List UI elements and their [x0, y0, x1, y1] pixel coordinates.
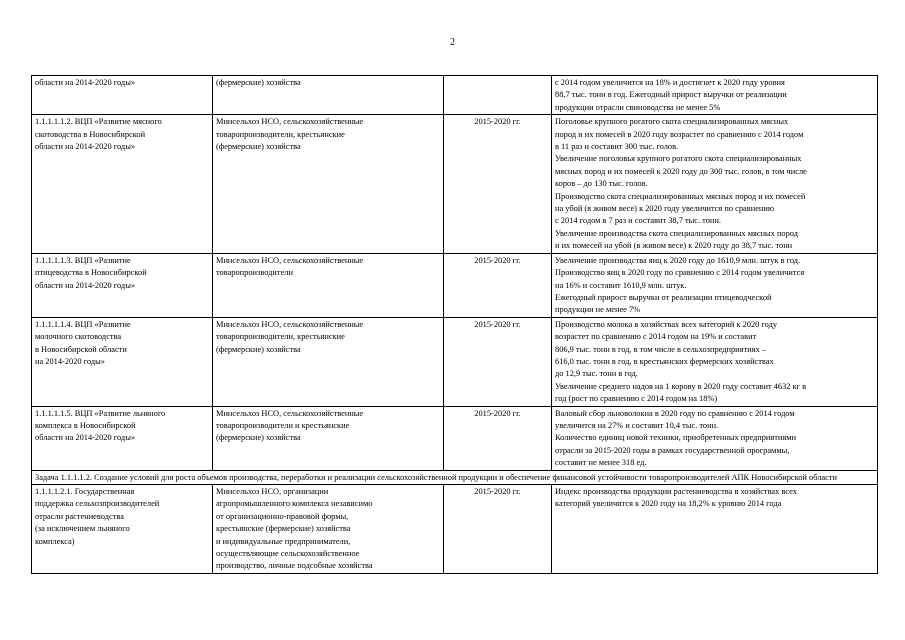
- program-cell: [32, 115, 213, 253]
- executor-cell: [213, 115, 444, 253]
- results-line: с 2014 годом увеличится на 18% и достигнет к 2020 году уровня: [555, 78, 785, 87]
- program-line: комплекса в Новосибирской: [35, 420, 136, 430]
- results-line: категорий увеличится к 2020 году на 18,2% к уровню 2014 года: [555, 499, 782, 509]
- program-line: поддержка сельхозпроизводителей: [35, 499, 160, 509]
- table-row: [32, 485, 878, 574]
- task-row: [32, 470, 878, 484]
- results-line: Валовый сбор льноволокна в 2020 году по сравнению с 2014 годом: [555, 408, 795, 418]
- results-line: Производство скота специализированных мясных пород и их помесей: [555, 191, 806, 201]
- results-line: Индекс производства продукции растениеводства в хозяйствах всех: [555, 487, 797, 496]
- executor-line: крестьянские (фермерские) хозяйства: [216, 524, 351, 534]
- results-line: отрасли за 2015-2020 годы в рамках государственной программы,: [555, 445, 790, 455]
- executor-line: Минсельхоз НСО, сельскохозяйственные: [216, 319, 364, 329]
- task-text: Задача 1.1.1.1.2. Создание условий для роста объемов производства, переработки и реализации сельскохозяйственной продукции и обеспечение финансовой устойчивости товаропроизводителей АПК Новосибирской области: [35, 472, 838, 482]
- period-cell: 2015-2020 гг.: [444, 317, 552, 406]
- table-row: [32, 406, 878, 470]
- executor-line: от организационно-правовой формы,: [216, 511, 349, 521]
- executor-cell: [213, 317, 444, 406]
- results-line: возрастет по сравнению с 2014 годом на 19% и составит: [555, 332, 757, 342]
- program-line: на 2014-2020 годы»: [35, 356, 105, 366]
- results-line: мясных пород и их помесей к 2020 году до 300 тыс. голов, в том числе: [555, 166, 807, 176]
- results-line: Увеличение производства яиц к 2020 году до 1610,9 млн. штук в год.: [555, 255, 801, 265]
- program-cell: [32, 253, 213, 317]
- results-line: и их помесей на убой (в живом весе) к 2020 году до 38,7 тыс. тонн: [555, 241, 793, 251]
- results-cell: [552, 115, 878, 253]
- table-row: [32, 317, 878, 406]
- executor-line: производство, личные подсобные хозяйства: [216, 561, 373, 571]
- program-line: 1.1.1.1.1.3. ВЦП «Развитие: [35, 255, 131, 265]
- executor-line: осуществляющие сельскохозяйственное: [216, 549, 360, 559]
- program-cell: [32, 76, 213, 115]
- results-cell: [552, 485, 878, 574]
- results-line: Производство молока в хозяйствах всех категорий к 2020 году: [555, 319, 778, 329]
- results-line: год (рост по сравнению с 2014 годом на 18%): [555, 394, 718, 404]
- task-heading: [32, 470, 878, 484]
- results-cell: [552, 76, 878, 115]
- program-line: области на 2014-2020 годы»: [35, 78, 136, 87]
- results-line: коров – до 130 тыс. голов.: [555, 179, 648, 189]
- program-line: 1.1.1.1.1.2. ВЦП «Развитие мясного: [35, 117, 162, 127]
- results-line: 806,9 тыс. тонн в год, в том числе в сельхозпредприятиях –: [555, 344, 766, 354]
- results-line: продукции не менее 7%: [555, 305, 641, 315]
- program-line: 1.1.1.1.1.5. ВЦП «Развитие льняного: [35, 408, 166, 418]
- executor-line: товаропроизводители: [216, 268, 293, 278]
- period-cell: [444, 76, 552, 115]
- executor-line: и индивидуальные предприниматели,: [216, 536, 351, 546]
- program-line: области на 2014-2020 годы»: [35, 280, 136, 290]
- results-line: Количество единиц новой техники, приобретенных предприятиями: [555, 433, 797, 443]
- results-line: продукции отрасли свиноводства не менее 5%: [555, 102, 721, 112]
- program-line: молочного скотоводства: [35, 332, 122, 342]
- program-line: птицеводства в Новосибирской: [35, 268, 147, 278]
- period-cell: 2015-2020 гг.: [444, 115, 552, 253]
- results-line: Увеличение производства скота специализированных мясных пород: [555, 228, 799, 238]
- period-cell: 2015-2020 гг.: [444, 253, 552, 317]
- executor-line: Минсельхоз НСО, сельскохозяйственные: [216, 408, 364, 418]
- results-line: в 11 раз и составит 300 тыс. голов.: [555, 142, 679, 152]
- executor-line: (фермерские) хозяйства: [216, 142, 301, 152]
- program-cell: [32, 317, 213, 406]
- period-cell: 2015-2020 гг.: [444, 406, 552, 470]
- program-line: (за исключением льняного: [35, 524, 130, 534]
- results-line: Ежегодный прирост выручки от реализации птицеводческой: [555, 292, 772, 302]
- program-cell: [32, 406, 213, 470]
- results-line: на убой (в живом весе) к 2020 году увеличится по сравнению: [555, 204, 775, 214]
- executor-line: Минсельхоз НСО, сельскохозяйственные: [216, 117, 364, 127]
- program-line: отрасли растениеводства: [35, 511, 124, 521]
- program-line: скотоводства в Новосибирской: [35, 129, 146, 139]
- table-row: [32, 115, 878, 253]
- program-line: области на 2014-2020 годы»: [35, 142, 136, 152]
- results-line: Производство яиц в 2020 году по сравнению с 2014 годом увеличится: [555, 268, 805, 278]
- results-line: пород и их помесей в 2020 году возрастет по сравнению с 2014 годом: [555, 129, 804, 139]
- results-line: увеличится на 27% и составит 10,4 тыс. тонн.: [555, 420, 719, 430]
- executor-line: (фермерские) хозяйства: [216, 78, 301, 87]
- results-line: с 2014 годом в 7 раз и составит 38,7 тыс. тонн.: [555, 216, 721, 226]
- results-cell: [552, 406, 878, 470]
- executor-cell: [213, 406, 444, 470]
- program-cell: [32, 485, 213, 574]
- executor-line: товаропроизводители и крестьянские: [216, 420, 350, 430]
- program-line: комплекса): [35, 536, 75, 546]
- executor-line: товаропроизводители, крестьянские: [216, 129, 345, 139]
- program-line: в Новосибирской области: [35, 344, 127, 354]
- page-number: 2: [450, 37, 455, 48]
- executor-line: агропромышленного комплекса независимо: [216, 499, 373, 509]
- executor-line: Минсельхоз НСО, организации: [216, 487, 329, 496]
- results-line: 88,7 тыс. тонн в год. Ежегодный прирост выручки от реализации: [555, 90, 787, 100]
- program-line: 1.1.1.1.2.1. Государственная: [35, 487, 135, 496]
- table-row: [32, 76, 878, 115]
- executor-line: Минсельхоз НСО, сельскохозяйственные: [216, 255, 364, 265]
- period-cell: 2015-2020 гг.: [444, 485, 552, 574]
- executor-cell: [213, 253, 444, 317]
- results-line: Увеличение поголовья крупного рогатого скота специализированных: [555, 154, 802, 164]
- results-line: составит не менее 318 ед.: [555, 458, 647, 468]
- results-cell: [552, 253, 878, 317]
- results-line: до 12,9 тыс. тонн в год.: [555, 369, 638, 379]
- results-cell: [552, 317, 878, 406]
- executor-line: (фермерские) хозяйства: [216, 433, 301, 443]
- table-row: [32, 253, 878, 317]
- executor-line: (фермерские) хозяйства: [216, 344, 301, 354]
- results-line: Поголовье крупного рогатого скота специализированных мясных: [555, 117, 789, 127]
- results-line: 616,0 тыс. тонн в год, в крестьянских фермерских хозяйствах: [555, 356, 774, 366]
- executor-line: товаропроизводители, крестьянские: [216, 332, 345, 342]
- executor-cell: [213, 485, 444, 574]
- results-line: на 16% и составит 1610,9 млн. штук.: [555, 280, 687, 290]
- results-line: Увеличение среднего надоя на 1 корову в 2020 году составит 4632 кг в: [555, 381, 807, 391]
- program-line: 1.1.1.1.1.4. ВЦП «Развитие: [35, 319, 131, 329]
- executor-cell: [213, 76, 444, 115]
- program-line: области на 2014-2020 годы»: [35, 433, 136, 443]
- program-table: [31, 75, 878, 574]
